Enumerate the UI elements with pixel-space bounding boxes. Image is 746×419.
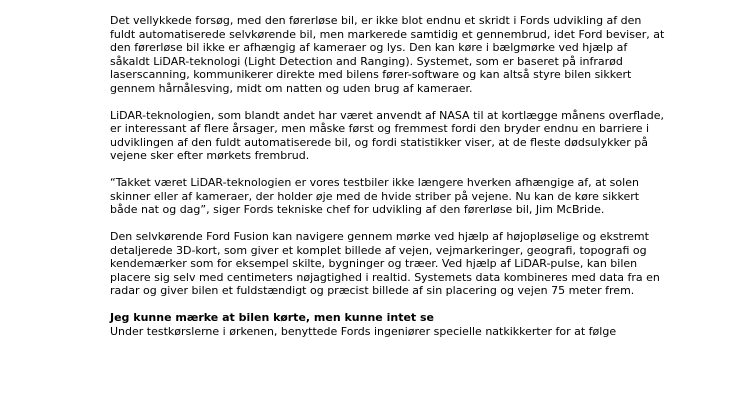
paragraph-quote: “Takket været LiDAR-teknologien er vores testbiler ikke længere hverken afhængige af, at solen skinner eller af kameraer, der holder øje med de hvide striber på vejene. Nu kan de køre sikkert både nat og dag”, siger Fords tekniske chef for udvikling af den førerløse bil, Jim McBride. (110, 176, 640, 216)
paragraph-intro: Det vellykkede forsøg, med den førerløse bil, er ikke blot endnu et skridt i Fords udvikling af den fuldt automatiserede selvkørende bil, men markerede samtidig et gennembrud, idet Ford beviser, at den førerløse bil ikke er afhængig af kameraer og lys. Den kan køre i bælgmørke ved hjælp af såkaldt LiDAR-teknologi (Light Detection and Ranging). Systemet, som er baseret på infrarød laserscanning, kommunikerer direkte med bilens fører-software og kan altså styre bilen sikkert gennem hårnålesving, midt om natten og uden brug af kameraer. (110, 14, 665, 95)
paragraph-lidar-background: LiDAR-teknologien, som blandt andet har været anvendt af NASA til at kortlægge månens overflade, er interessant af flere årsager, men måske først og fremmest fordi den bryder endnu en barriere i udviklingen af den fuldt automatiserede bil, og fordi statistikker viser, at de fleste dødsulykker på vejene sker efter mørkets frembrud. (110, 108, 665, 162)
section-heading: Jeg kunne mærke at bilen kørte, men kunne intet se (110, 311, 435, 324)
article-body (110, 14, 666, 352)
paragraph-test-drives: Under testkørslerne i ørkenen, benyttede Fords ingeniører specielle natkikkerter for at følge (110, 324, 617, 338)
paragraph-ford-fusion: Den selvkørende Ford Fusion kan navigere gennem mørke ved hjælp af højopløselige og ekstremt detaljerede 3D-kort, som giver et komplet billede af vejen, vejmarkeringer, geografi, topografi og kendemærker som for eksempel skilte, bygninger og træer. Ved hjælp af LiDAR-pulse, kan bilen placere sig selv med centimeters nøjagtighed i realtid. Systemets data kombineres med data fra en radar og giver bilen et fuldstændigt og præcist billede af sin placering og vejen 75 meter frem. (110, 230, 660, 297)
